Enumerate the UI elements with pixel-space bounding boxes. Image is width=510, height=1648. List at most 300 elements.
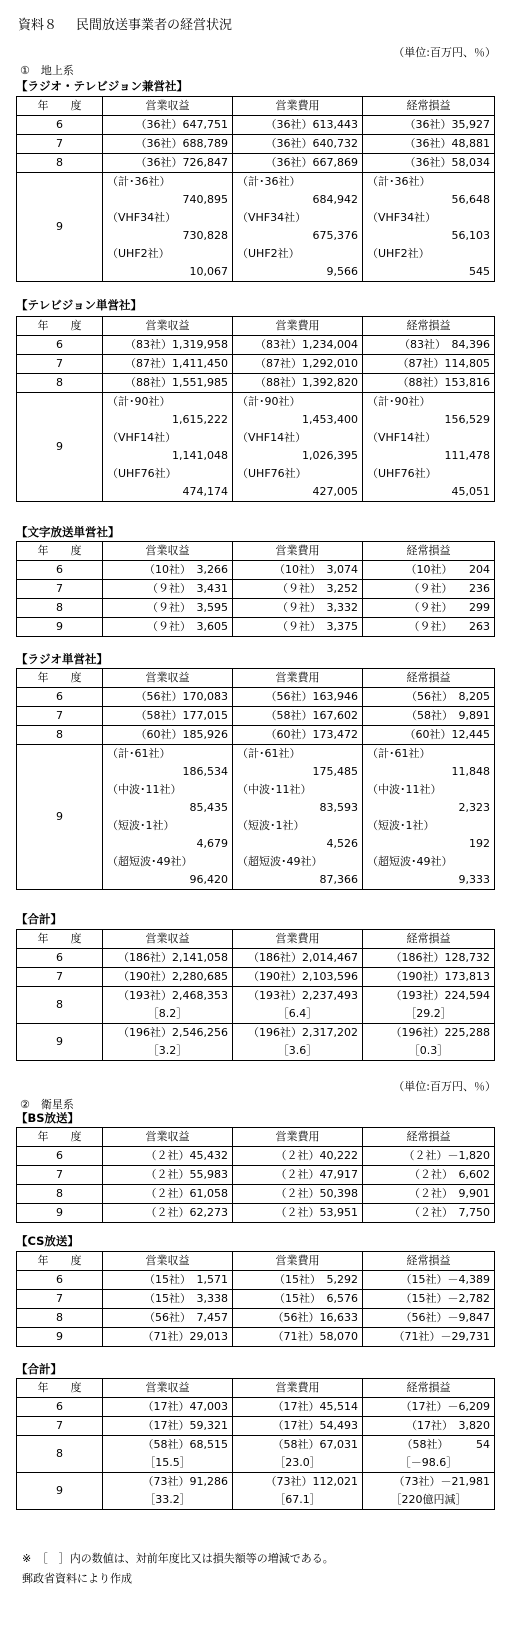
expense-cell: （83社）1,234,004: [233, 336, 363, 355]
profit-cell: （56社）－9,847: [363, 1309, 495, 1328]
profit-value: （196社）225,288: [390, 1026, 490, 1039]
profit-ratio: ［0.3］: [408, 1044, 449, 1057]
profit-cell: （15社）－4,389: [363, 1271, 495, 1290]
table-row: [17, 135, 495, 154]
profit-cell: （17社） 3,820: [363, 1417, 495, 1436]
profit-cell: （83社） 84,396: [363, 336, 495, 355]
header-expense: 営業費用: [233, 542, 363, 561]
expense-breakdown-value: 1,026,395: [302, 449, 358, 462]
revenue-cell: （60社）185,926: [103, 726, 233, 745]
header-revenue: 営業収益: [103, 930, 233, 949]
year-cell: 9: [17, 745, 103, 890]
profit-cell: （56社） 8,205: [363, 688, 495, 707]
year-cell: 7: [17, 355, 103, 374]
profit-breakdown-value: 56,648: [451, 193, 490, 206]
profit-cell: [363, 745, 495, 890]
revenue-cell: （58社）177,015: [103, 707, 233, 726]
expense-cell: （36社）667,869: [233, 154, 363, 173]
header-revenue: 営業収益: [103, 97, 233, 116]
expense-cell: （17社）45,514: [233, 1398, 363, 1417]
expense-breakdown-label: （UHF2社）: [237, 247, 300, 260]
revenue-cell: （２社）61,058: [103, 1185, 233, 1204]
revenue-cell: （17社）59,321: [103, 1417, 233, 1436]
expense-cell: （87社）1,292,010: [233, 355, 363, 374]
profit-ratio: ［－98.6］: [399, 1456, 458, 1469]
year-cell: 8: [17, 154, 103, 173]
year-cell: 7: [17, 1166, 103, 1185]
profit-cell: （58社） 9,891: [363, 707, 495, 726]
table-bs: [16, 1127, 495, 1223]
expense-ratio: ［3.6］: [277, 1044, 318, 1057]
header-revenue: 営業収益: [103, 1379, 233, 1398]
profit-value: （58社） 54: [401, 1438, 490, 1451]
expense-value: （196社）2,317,202: [248, 1026, 358, 1039]
header-row: [17, 97, 495, 116]
year-cell: 8: [17, 599, 103, 618]
section-title-tv: 【テレビジョン単営社】: [16, 298, 143, 312]
expense-breakdown-value: 4,526: [326, 837, 358, 850]
revenue-cell: [103, 1024, 233, 1061]
profit-cell: [363, 1024, 495, 1061]
profit-cell: （２社） 7,750: [363, 1204, 495, 1223]
expense-cell: （186社）2,014,467: [233, 949, 363, 968]
header-year: 年 度: [17, 1379, 103, 1398]
table-cs: [16, 1251, 495, 1347]
profit-ratio: ［29.2］: [405, 1007, 452, 1020]
expense-breakdown-label: （UHF76社）: [237, 467, 307, 480]
revenue-cell: [103, 1436, 233, 1473]
expense-cell: （60社）173,472: [233, 726, 363, 745]
expense-cell: [233, 173, 363, 282]
expense-ratio: ［23.0］: [274, 1456, 321, 1469]
revenue-cell: （186社）2,141,058: [103, 949, 233, 968]
year-cell: 7: [17, 1290, 103, 1309]
table-row: [17, 726, 495, 745]
header-profit: 経常損益: [363, 317, 495, 336]
header-year: 年 度: [17, 1252, 103, 1271]
year-cell: 9: [17, 1024, 103, 1061]
profit-breakdown-value: 111,478: [444, 449, 490, 462]
table-row: [17, 173, 495, 282]
expense-cell: （88社）1,392,820: [233, 374, 363, 393]
revenue-cell: （36社）726,847: [103, 154, 233, 173]
revenue-value: （196社）2,546,256: [118, 1026, 228, 1039]
revenue-cell: （190社）2,280,685: [103, 968, 233, 987]
expense-cell: [233, 745, 363, 890]
revenue-value: （193社）2,468,353: [118, 989, 228, 1002]
table-row: [17, 745, 495, 890]
year-cell: 6: [17, 1147, 103, 1166]
profit-cell: （２社） 6,602: [363, 1166, 495, 1185]
profit-breakdown-label: （UHF2社）: [367, 247, 430, 260]
profit-breakdown-label: （短波･1社）: [367, 819, 435, 832]
expense-value: （73社）112,021: [265, 1475, 358, 1488]
expense-breakdown-label: （計･36社）: [237, 175, 301, 188]
section-title-text-broadcast: 【文字放送単営社】: [16, 525, 120, 539]
header-year: 年 度: [17, 669, 103, 688]
year-cell: 9: [17, 393, 103, 502]
revenue-cell: （88社）1,551,985: [103, 374, 233, 393]
revenue-breakdown-value: 730,828: [182, 229, 228, 242]
header-profit: 経常損益: [363, 97, 495, 116]
table-row: [17, 1309, 495, 1328]
profit-cell: （９社） 299: [363, 599, 495, 618]
header-row: [17, 1252, 495, 1271]
profit-cell: [363, 1436, 495, 1473]
header-profit: 経常損益: [363, 930, 495, 949]
revenue-ratio: ［33.2］: [144, 1493, 191, 1506]
expense-breakdown-value: 9,566: [326, 265, 358, 278]
revenue-breakdown-value: 85,435: [189, 801, 228, 814]
table-ground-total: [16, 929, 495, 1061]
expense-cell: [233, 1024, 363, 1061]
year-cell: 6: [17, 116, 103, 135]
revenue-breakdown-value: 1,141,048: [172, 449, 228, 462]
unit-note-satellite: （単位:百万円、％）: [393, 1080, 496, 1093]
profit-ratio: ［220億円減］: [390, 1493, 467, 1506]
revenue-ratio: ［8.2］: [147, 1007, 188, 1020]
profit-cell: （10社） 204: [363, 561, 495, 580]
table-row: [17, 1328, 495, 1347]
expense-cell: （17社）54,493: [233, 1417, 363, 1436]
header-expense: 営業費用: [233, 1379, 363, 1398]
header-expense: 営業費用: [233, 1252, 363, 1271]
revenue-breakdown-value: 186,534: [182, 765, 228, 778]
expense-cell: （58社）167,602: [233, 707, 363, 726]
material-label: 資料８: [18, 18, 58, 33]
expense-breakdown-label: （中波･11社）: [237, 783, 312, 796]
revenue-breakdown-label: （計･36社）: [107, 175, 171, 188]
revenue-cell: （36社）647,751: [103, 116, 233, 135]
year-cell: 8: [17, 1436, 103, 1473]
year-cell: 7: [17, 580, 103, 599]
header-revenue: 営業収益: [103, 669, 233, 688]
profit-cell: [363, 173, 495, 282]
year-cell: 6: [17, 1398, 103, 1417]
profit-breakdown-label: （VHF34社）: [367, 211, 437, 224]
table-row: [17, 1271, 495, 1290]
profit-cell: （17社）－6,209: [363, 1398, 495, 1417]
expense-cell: （15社） 6,576: [233, 1290, 363, 1309]
expense-cell: （２社）47,917: [233, 1166, 363, 1185]
expense-ratio: ［6.4］: [277, 1007, 318, 1020]
table-row: [17, 1204, 495, 1223]
expense-value: （193社）2,237,493: [248, 989, 358, 1002]
header-profit: 経常損益: [363, 1252, 495, 1271]
profit-cell: （71社）－29,731: [363, 1328, 495, 1347]
expense-cell: （２社）50,398: [233, 1185, 363, 1204]
table-row: [17, 968, 495, 987]
table-row: [17, 987, 495, 1024]
table-row: [17, 355, 495, 374]
profit-breakdown-label: （計･61社）: [367, 747, 431, 760]
revenue-cell: （２社）62,273: [103, 1204, 233, 1223]
profit-breakdown-value: 45,051: [451, 485, 490, 498]
section-title-radio: 【ラジオ単営社】: [16, 652, 108, 666]
revenue-cell: [103, 987, 233, 1024]
expense-cell: （９社） 3,375: [233, 618, 363, 637]
revenue-breakdown-label: （UHF76社）: [107, 467, 177, 480]
header-expense: 営業費用: [233, 1128, 363, 1147]
revenue-breakdown-value: 740,895: [182, 193, 228, 206]
expense-cell: （９社） 3,252: [233, 580, 363, 599]
profit-cell: [363, 1473, 495, 1510]
unit-note-ground: （単位:百万円、％）: [393, 46, 496, 59]
year-cell: 6: [17, 561, 103, 580]
profit-cell: （186社）128,732: [363, 949, 495, 968]
table-row: [17, 1436, 495, 1473]
table-row: [17, 1398, 495, 1417]
table-row: [17, 374, 495, 393]
section-title-ground-total: 【合計】: [16, 912, 62, 926]
year-cell: 9: [17, 1204, 103, 1223]
revenue-cell: （２社）55,983: [103, 1166, 233, 1185]
section-title-satellite-total: 【合計】: [16, 1362, 62, 1376]
profit-cell: （36社）35,927: [363, 116, 495, 135]
profit-cell: （87社）114,805: [363, 355, 495, 374]
profit-breakdown-value: 56,103: [451, 229, 490, 242]
expense-breakdown-label: （短波･1社）: [237, 819, 305, 832]
section-title-cs: 【CS放送】: [16, 1234, 79, 1248]
expense-cell: （２社）40,222: [233, 1147, 363, 1166]
expense-breakdown-value: 83,593: [319, 801, 358, 814]
profit-cell: （190社）173,813: [363, 968, 495, 987]
expense-breakdown-label: （超短波･49社）: [237, 855, 323, 868]
table-row: [17, 1166, 495, 1185]
revenue-breakdown-label: （短波･1社）: [107, 819, 175, 832]
revenue-breakdown-label: （計･61社）: [107, 747, 171, 760]
revenue-breakdown-label: （VHF34社）: [107, 211, 177, 224]
year-cell: 8: [17, 374, 103, 393]
table-row: [17, 561, 495, 580]
table-row: [17, 154, 495, 173]
profit-breakdown-label: （VHF14社）: [367, 431, 437, 444]
revenue-breakdown-value: 474,174: [182, 485, 228, 498]
section-title-bs: 【BS放送】: [16, 1111, 80, 1125]
expense-cell: （56社）163,946: [233, 688, 363, 707]
profit-breakdown-value: 9,333: [458, 873, 490, 886]
header-row: [17, 1128, 495, 1147]
profit-breakdown-label: （計･90社）: [367, 395, 431, 408]
expense-breakdown-value: 427,005: [312, 485, 358, 498]
header-expense: 営業費用: [233, 669, 363, 688]
profit-breakdown-label: （計･36社）: [367, 175, 431, 188]
expense-breakdown-value: 675,376: [312, 229, 358, 242]
table-row: [17, 116, 495, 135]
revenue-cell: （９社） 3,431: [103, 580, 233, 599]
header-year: 年 度: [17, 930, 103, 949]
revenue-cell: [103, 393, 233, 502]
table-row: [17, 688, 495, 707]
profit-breakdown-value: 545: [469, 265, 490, 278]
revenue-breakdown-value: 10,067: [189, 265, 228, 278]
table-radio: [16, 668, 495, 890]
revenue-breakdown-value: 4,679: [196, 837, 228, 850]
expense-value: （58社）67,031: [272, 1438, 358, 1451]
profit-breakdown-value: 2,323: [458, 801, 490, 814]
header-expense: 営業費用: [233, 317, 363, 336]
satellite-heading: ② 衛星系: [20, 1098, 74, 1111]
expense-cell: [233, 1473, 363, 1510]
revenue-ratio: ［15.5］: [144, 1456, 191, 1469]
revenue-cell: [103, 745, 233, 890]
year-cell: 6: [17, 336, 103, 355]
profit-cell: （60社）12,445: [363, 726, 495, 745]
header-expense: 営業費用: [233, 930, 363, 949]
table-tv: [16, 316, 495, 502]
expense-cell: （71社）58,070: [233, 1328, 363, 1347]
year-cell: 9: [17, 173, 103, 282]
revenue-cell: （87社）1,411,450: [103, 355, 233, 374]
table-satellite-total: [16, 1378, 495, 1510]
expense-cell: （９社） 3,332: [233, 599, 363, 618]
revenue-cell: （71社）29,013: [103, 1328, 233, 1347]
table-row: [17, 1417, 495, 1436]
expense-cell: （56社）16,633: [233, 1309, 363, 1328]
year-cell: 9: [17, 618, 103, 637]
document-title: [18, 14, 232, 33]
revenue-value: （58社）68,515: [142, 1438, 228, 1451]
revenue-breakdown-label: （UHF2社）: [107, 247, 170, 260]
revenue-cell: （15社） 1,571: [103, 1271, 233, 1290]
revenue-cell: （15社） 3,338: [103, 1290, 233, 1309]
expense-breakdown-value: 87,366: [319, 873, 358, 886]
expense-breakdown-label: （計･90社）: [237, 395, 301, 408]
revenue-cell: （９社） 3,605: [103, 618, 233, 637]
revenue-cell: （９社） 3,595: [103, 599, 233, 618]
header-revenue: 営業収益: [103, 1128, 233, 1147]
header-year: 年 度: [17, 542, 103, 561]
year-cell: 7: [17, 707, 103, 726]
year-cell: 8: [17, 987, 103, 1024]
table-row: [17, 1024, 495, 1061]
table-row: [17, 393, 495, 502]
expense-ratio: ［67.1］: [274, 1493, 321, 1506]
expense-breakdown-value: 1,453,400: [302, 413, 358, 426]
revenue-cell: （56社） 7,457: [103, 1309, 233, 1328]
profit-cell: （９社） 263: [363, 618, 495, 637]
revenue-cell: （36社）688,789: [103, 135, 233, 154]
profit-value: （193社）224,594: [390, 989, 490, 1002]
revenue-breakdown-value: 96,420: [189, 873, 228, 886]
header-row: [17, 317, 495, 336]
header-year: 年 度: [17, 97, 103, 116]
revenue-cell: （83社）1,319,958: [103, 336, 233, 355]
header-profit: 経常損益: [363, 669, 495, 688]
profit-value: （73社）－21,981: [393, 1475, 490, 1488]
year-cell: 8: [17, 1309, 103, 1328]
year-cell: 8: [17, 1185, 103, 1204]
year-cell: 6: [17, 688, 103, 707]
revenue-breakdown-label: （超短波･49社）: [107, 855, 193, 868]
title-text: 民間放送事業者の経営状況: [76, 18, 233, 33]
revenue-ratio: ［3.2］: [147, 1044, 188, 1057]
section-title-radio-tv: 【ラジオ・テレビジョン兼営社】: [16, 79, 189, 93]
expense-cell: [233, 987, 363, 1024]
revenue-value: （73社）91,286: [142, 1475, 228, 1488]
year-cell: 7: [17, 1417, 103, 1436]
profit-cell: [363, 393, 495, 502]
revenue-breakdown-label: （計･90社）: [107, 395, 171, 408]
expense-breakdown-value: 175,485: [312, 765, 358, 778]
source-note: 郵政省資料により作成: [22, 1572, 132, 1585]
revenue-breakdown-label: （中波･11社）: [107, 783, 182, 796]
profit-cell: （36社）58,034: [363, 154, 495, 173]
header-year: 年 度: [17, 317, 103, 336]
profit-breakdown-label: （超短波･49社）: [367, 855, 453, 868]
profit-breakdown-value: 156,529: [444, 413, 490, 426]
table-row: [17, 618, 495, 637]
expense-cell: [233, 393, 363, 502]
table-row: [17, 580, 495, 599]
header-revenue: 営業収益: [103, 542, 233, 561]
expense-breakdown-label: （VHF34社）: [237, 211, 307, 224]
year-cell: 6: [17, 1271, 103, 1290]
table-row: [17, 707, 495, 726]
table-radio-tv: [16, 96, 495, 282]
profit-cell: （88社）153,816: [363, 374, 495, 393]
profit-cell: （36社）48,881: [363, 135, 495, 154]
header-revenue: 営業収益: [103, 1252, 233, 1271]
table-row: [17, 336, 495, 355]
year-cell: 7: [17, 135, 103, 154]
header-profit: 経常損益: [363, 1128, 495, 1147]
profit-cell: [363, 987, 495, 1024]
revenue-breakdown-value: 1,615,222: [172, 413, 228, 426]
header-year: 年 度: [17, 1128, 103, 1147]
revenue-cell: （２社）45,432: [103, 1147, 233, 1166]
profit-breakdown-label: （UHF76社）: [367, 467, 437, 480]
header-row: [17, 669, 495, 688]
table-row: [17, 1147, 495, 1166]
table-row: [17, 599, 495, 618]
expense-cell: （190社）2,103,596: [233, 968, 363, 987]
expense-breakdown-value: 684,942: [312, 193, 358, 206]
profit-cell: （２社） 9,901: [363, 1185, 495, 1204]
revenue-cell: （17社）47,003: [103, 1398, 233, 1417]
year-cell: 9: [17, 1328, 103, 1347]
profit-cell: （15社）－2,782: [363, 1290, 495, 1309]
table-row: [17, 1185, 495, 1204]
expense-cell: [233, 1436, 363, 1473]
header-row: [17, 542, 495, 561]
profit-breakdown-value: 192: [469, 837, 490, 850]
header-row: [17, 930, 495, 949]
profit-cell: （９社） 236: [363, 580, 495, 599]
header-profit: 経常損益: [363, 542, 495, 561]
expense-cell: （36社）613,443: [233, 116, 363, 135]
ground-heading: ① 地上系: [20, 64, 74, 77]
revenue-cell: [103, 1473, 233, 1510]
revenue-cell: （10社） 3,266: [103, 561, 233, 580]
header-revenue: 営業収益: [103, 317, 233, 336]
header-expense: 営業費用: [233, 97, 363, 116]
revenue-cell: [103, 173, 233, 282]
profit-breakdown-value: 11,848: [451, 765, 490, 778]
profit-cell: （２社）－1,820: [363, 1147, 495, 1166]
expense-cell: （10社） 3,074: [233, 561, 363, 580]
table-row: [17, 949, 495, 968]
year-cell: 9: [17, 1473, 103, 1510]
table-row: [17, 1473, 495, 1510]
header-row: [17, 1379, 495, 1398]
header-profit: 経常損益: [363, 1379, 495, 1398]
expense-cell: （36社）640,732: [233, 135, 363, 154]
table-row: [17, 1290, 495, 1309]
expense-breakdown-label: （VHF14社）: [237, 431, 307, 444]
footnote: ※ ［ ］内の数値は、対前年度比又は損失額等の増減である。: [22, 1552, 334, 1565]
revenue-cell: （56社）170,083: [103, 688, 233, 707]
